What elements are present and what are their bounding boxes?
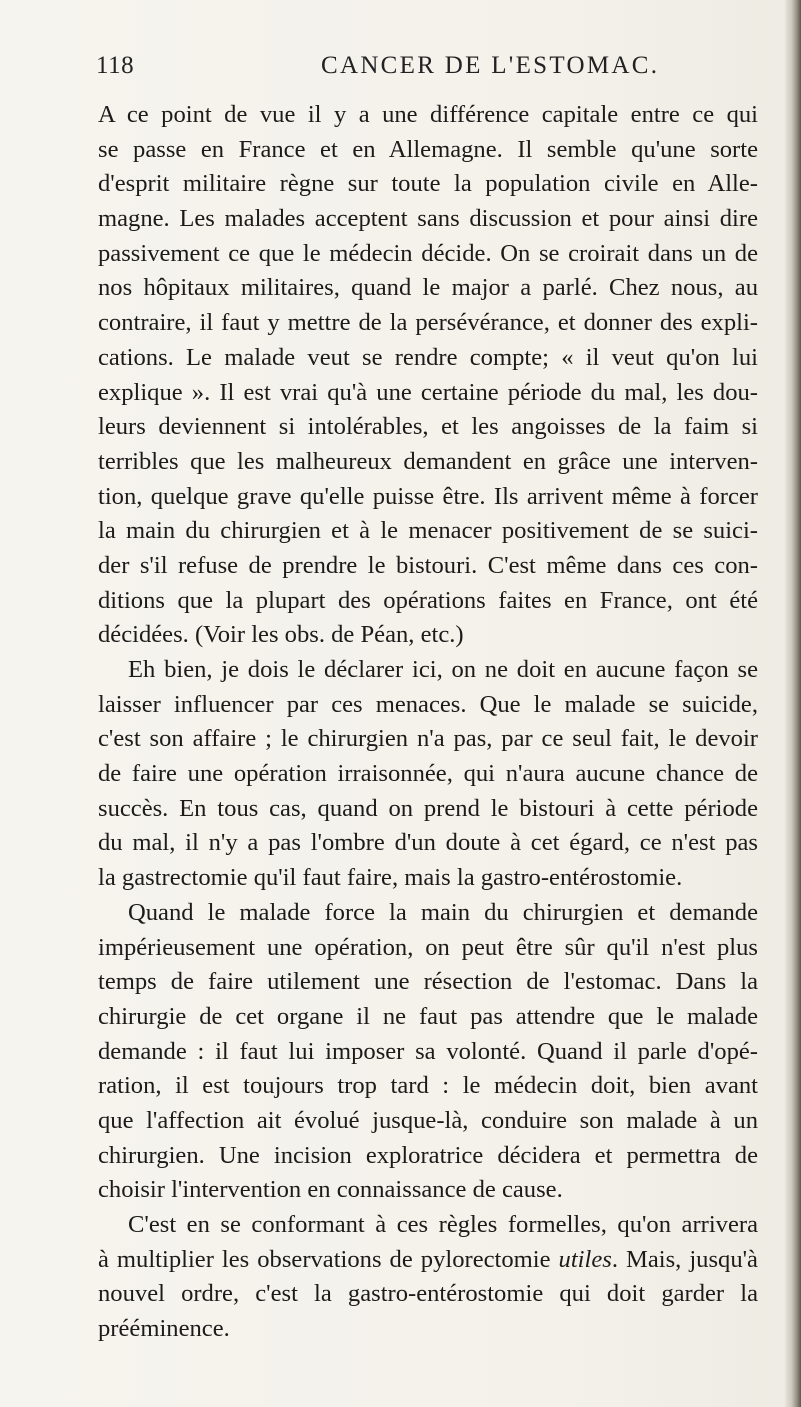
text-line: décidées. (Voir les obs. de Péan, etc.) xyxy=(98,621,464,649)
text-line: der s'il refuse de prendre le bistouri. C'est même dans ces con- xyxy=(98,551,758,579)
text-line: du mal, il n'y a pas l'ombre d'un doute à cet égard, ce n'est pas xyxy=(98,829,758,857)
text-line: impérieusement une opération, on peut être sûr qu'il n'est plus xyxy=(98,933,758,961)
text-line: se passe en France et en Allemagne. Il semble qu'une sorte xyxy=(98,135,758,163)
text-line: laisser influencer par ces menaces. Que le malade se suicide, xyxy=(98,690,758,718)
text-line: terribles que les malheureux demandent en grâce une interven- xyxy=(98,447,758,475)
text-line: temps de faire utilement une résection de l'estomac. Dans la xyxy=(98,968,758,996)
text-line: prééminence. xyxy=(98,1315,230,1343)
text-line: A ce point de vue il y a une différence capitale entre ce qui xyxy=(98,101,758,128)
page-edge-shadow xyxy=(785,0,801,1407)
text-line: ditions que la plupart des opérations faites en France, ont été xyxy=(98,586,758,614)
text-line: nos hôpitaux militaires, quand le major a parlé. Chez nous, au xyxy=(98,274,758,302)
text-line: Eh bien, je dois le déclarer ici, on ne doit en aucune façon se xyxy=(128,656,758,683)
text-line: nouvel ordre, c'est la gastro-entérostomie qui doit garder la xyxy=(98,1280,758,1308)
text-line: magne. Les malades acceptent sans discussion et pour ainsi dire xyxy=(98,205,758,233)
text-line: c'est son affaire ; le chirurgien n'a pas, par ce seul fait, le devoir xyxy=(98,725,758,753)
text-line: de faire une opération irraisonnée, qui n'aura aucune chance de xyxy=(98,760,758,788)
page-number: 118 xyxy=(96,52,135,79)
text-line: passivement ce que le médecin décide. On se croirait dans un de xyxy=(98,239,758,267)
text-segment: . Mais, jusqu'à xyxy=(611,1245,758,1273)
running-head xyxy=(96,52,756,82)
text-line-with-emphasis xyxy=(98,1243,758,1278)
text-segment: à multiplier les observations de pylorectomie xyxy=(98,1245,551,1273)
text-line: choisir l'intervention en connaissance de cause. xyxy=(98,1176,563,1204)
body-text xyxy=(98,98,758,1347)
text-line: C'est en se conformant à ces règles formelles, qu'on arrivera xyxy=(128,1211,758,1238)
text-line: la gastrectomie qu'il faut faire, mais la gastro-entérostomie. xyxy=(98,864,683,892)
text-line: que l'affection ait évolué jusque-là, conduire son malade à un xyxy=(98,1106,758,1134)
text-line: chirurgien. Une incision exploratrice décidera et permettra de xyxy=(98,1141,758,1169)
text-line: demande : il faut lui imposer sa volonté. Quand il parle d'opé- xyxy=(98,1037,758,1065)
running-title: CANCER DE L'ESTOMAC. xyxy=(321,52,660,79)
text-line: Quand le malade force la main du chirurgien et demande xyxy=(128,898,758,926)
text-line: tion, quelque grave qu'elle puisse être. Ils arrivent même à forcer xyxy=(98,482,758,510)
text-line: cations. Le malade veut se rendre compte; « il veut qu'on lui xyxy=(98,343,758,371)
text-line: contraire, il faut y mettre de la persévérance, et donner des expli- xyxy=(98,309,758,337)
text-line: ration, il est toujours trop tard : le médecin doit, bien avant xyxy=(98,1072,758,1100)
text-line: la main du chirurgien et à le menacer positivement de se suici- xyxy=(98,517,758,545)
text-line: chirurgie de cet organe il ne faut pas attendre que le malade xyxy=(98,1002,758,1030)
text-line: explique ». Il est vrai qu'à une certaine période du mal, les dou- xyxy=(98,378,758,406)
text-line: d'esprit militaire règne sur toute la population civile en Alle- xyxy=(98,170,758,198)
text-line: leurs deviennent si intolérables, et les angoisses de la faim si xyxy=(98,413,758,441)
emphasis-text: utiles xyxy=(558,1245,612,1273)
text-line: succès. En tous cas, quand on prend le bistouri à cette période xyxy=(98,794,758,822)
